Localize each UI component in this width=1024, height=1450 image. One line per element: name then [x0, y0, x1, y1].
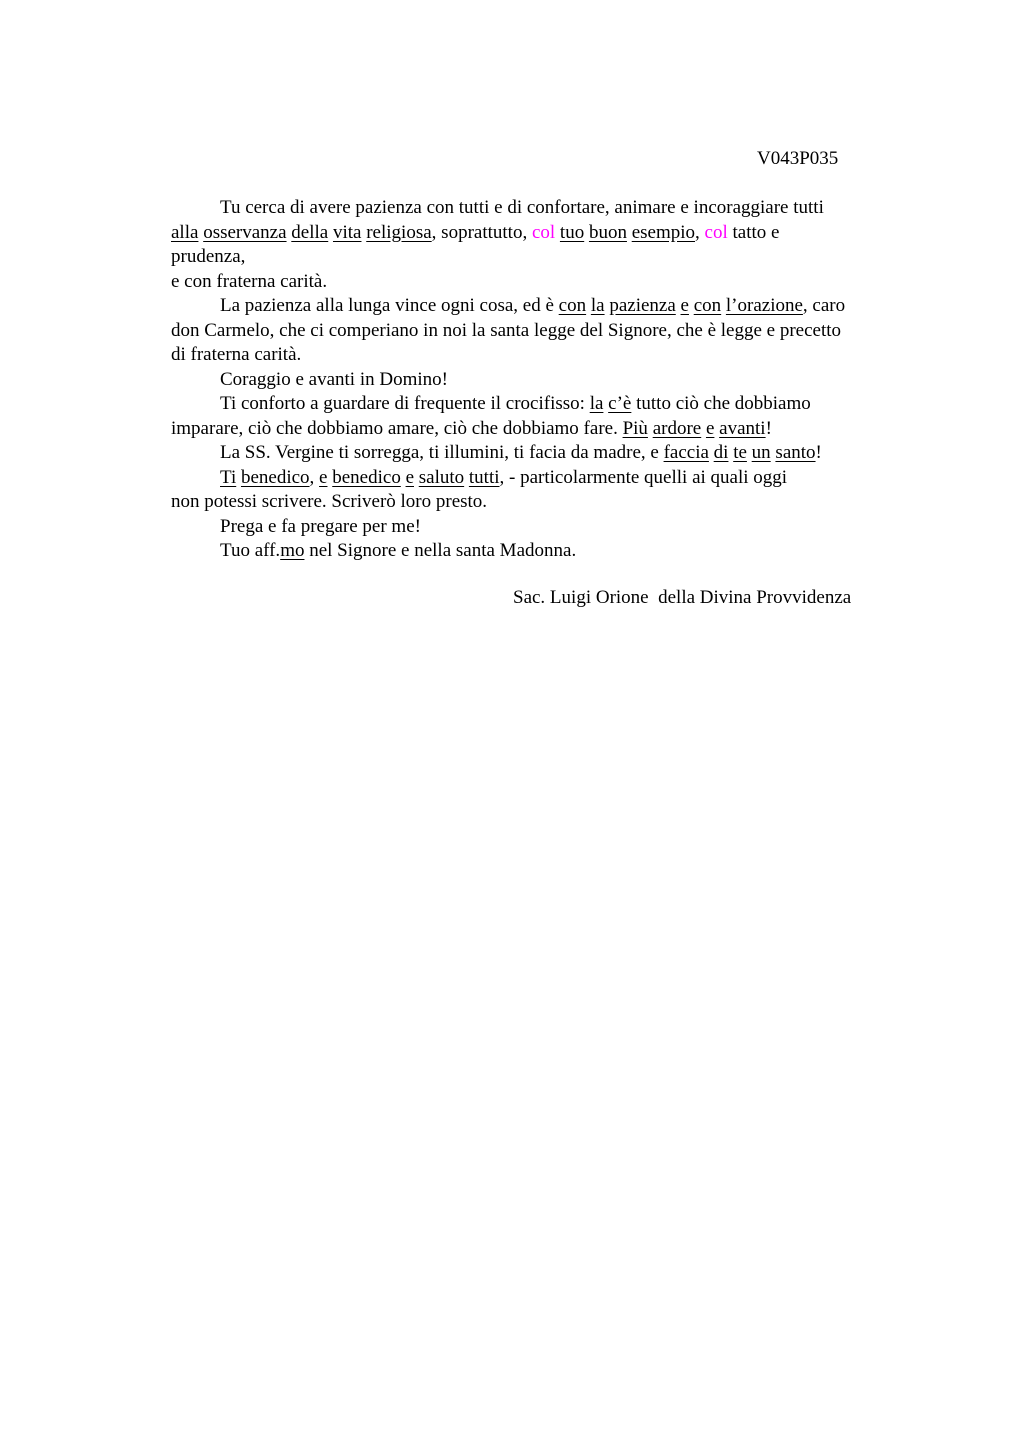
- letter-body: [171, 196, 911, 564]
- underlined-word: con: [558, 295, 587, 316]
- underlined-word: avanti: [719, 417, 766, 439]
- underlined-word: e: [405, 466, 414, 488]
- text-run: !: [815, 442, 822, 463]
- underlined-word: osservanza: [203, 221, 287, 243]
- underlined-word: di: [713, 442, 729, 463]
- text-run: nel Signore e nella santa Madonna.: [304, 540, 577, 561]
- text-line: [171, 392, 911, 417]
- text-line: [171, 539, 911, 564]
- signature: Sac. Luigi Orione della Divina Provvidenza: [513, 587, 852, 608]
- underlined-word: la: [589, 393, 604, 414]
- text-run: don Carmelo, che ci comperiano in noi la santa legge del Signore, che è legge e precetto: [171, 319, 842, 341]
- underlined-word: un: [751, 442, 771, 463]
- underlined-word: mo: [280, 540, 305, 561]
- underlined-word: te: [733, 442, 747, 463]
- text-run: di fraterna carità.: [171, 344, 302, 365]
- text-run: Coraggio e avanti in Domino!: [220, 368, 448, 390]
- text-run: Prega e fa pregare per me!: [220, 515, 421, 537]
- text-line: [171, 490, 911, 515]
- text-line: [171, 196, 911, 221]
- text-line: [171, 368, 911, 393]
- underlined-word: con: [693, 295, 722, 316]
- underlined-word: benedico: [332, 466, 401, 488]
- text-run: La SS. Vergine ti sorregga, ti illumini, ti facia da madre, e: [220, 442, 664, 463]
- text-run: ,: [309, 466, 320, 488]
- highlighted-word: col: [704, 221, 728, 243]
- text-run: tatto e: [727, 221, 780, 243]
- text-run: , soprattutto,: [431, 221, 532, 243]
- text-run: Ti conforto a guardare di frequente il crocifisso:: [220, 393, 590, 414]
- text-run: La pazienza alla lunga vince ogni cosa, ed è: [220, 295, 559, 316]
- underlined-word: e: [680, 295, 689, 316]
- underlined-word: Più: [622, 417, 648, 439]
- text-line: [171, 294, 911, 319]
- text-run: imparare, ciò che dobbiamo amare, ciò che dobbiamo fare.: [171, 417, 623, 439]
- underlined-word: ardore: [652, 417, 702, 439]
- underlined-word: pazienza: [609, 295, 676, 316]
- underlined-word: esempio: [631, 221, 696, 243]
- reference-code: V043P035: [757, 148, 839, 169]
- underlined-word: c’è: [608, 393, 632, 414]
- text-line: [171, 515, 911, 540]
- text-run: tutto ciò che dobbiamo: [631, 393, 811, 414]
- underlined-word: religiosa: [366, 221, 432, 243]
- text-run: Tuo aff.: [220, 540, 281, 561]
- text-line: [171, 319, 911, 344]
- text-run: !: [765, 417, 772, 439]
- underlined-word: l’orazione: [725, 295, 803, 316]
- underlined-word: e: [705, 417, 715, 439]
- highlighted-word: col: [531, 221, 556, 243]
- text-line: [171, 417, 911, 442]
- text-line: [171, 466, 911, 491]
- text-run: prudenza,: [171, 246, 246, 267]
- underlined-word: della: [291, 221, 329, 243]
- text-line: [171, 221, 911, 246]
- text-run: Tu cerca di avere pazienza con tutti e di confortare, animare e incoraggiare tutti: [220, 197, 824, 218]
- text-run: e con fraterna carità.: [171, 270, 328, 292]
- underlined-word: saluto: [418, 466, 465, 488]
- text-line: [171, 441, 911, 466]
- text-run: ,: [695, 221, 705, 243]
- text-run: non potessi scrivere. Scriverò loro presto.: [171, 491, 488, 512]
- text-line: [171, 343, 911, 368]
- underlined-word: benedico: [240, 466, 310, 488]
- underlined-word: tuo: [559, 221, 585, 243]
- underlined-word: e: [319, 466, 328, 488]
- underlined-word: vita: [332, 221, 362, 243]
- text-line: [171, 270, 911, 295]
- text-run: , caro: [802, 295, 846, 316]
- underlined-word: faccia: [663, 442, 709, 463]
- underlined-word: buon: [588, 221, 627, 243]
- text-run: , - particolarmente quelli ai quali oggi: [499, 466, 788, 488]
- underlined-word: la: [590, 295, 605, 316]
- underlined-word: Ti: [220, 466, 237, 488]
- underlined-word: alla: [171, 221, 199, 243]
- underlined-word: tutti: [468, 466, 500, 488]
- text-line: [171, 245, 911, 270]
- underlined-word: santo: [775, 442, 816, 463]
